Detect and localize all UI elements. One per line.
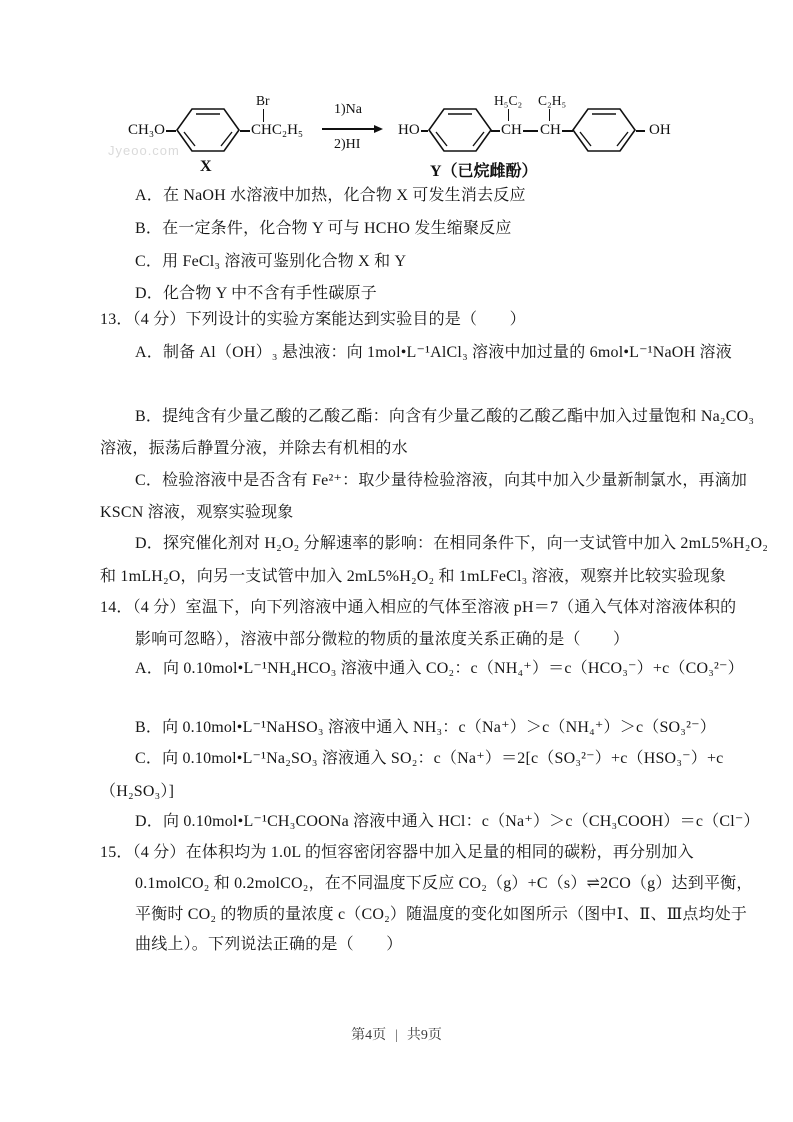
text-line: C．向 0.10mol•L⁻¹Na₂SO₃ 溶液通入 SO₂：c（Na⁺）＝2[c（SO₃²⁻）+c（HSO₃⁻）+c — [135, 750, 724, 767]
text-line: C．用 FeCl₃ 溶液可鉴别化合物 X 和 Y — [135, 253, 407, 270]
text-line: B．提纯含有少量乙酸的乙酸乙酯：向含有少量乙酸的乙酸乙酯中加入过量饱和 Na₂CO₃ — [135, 408, 755, 425]
text-line: KSCN 溶液，观察实验现象 — [100, 504, 294, 521]
reactant-side-chain: CHC₂H₅ — [251, 122, 304, 138]
text-line: A．向 0.10mol•L⁻¹NH₄HCO₃ 溶液中通入 CO₂：c（NH₄⁺）＝c（HCO₃⁻）+c（CO₃²⁻） — [135, 660, 744, 677]
text-line: 平衡时 CO₂ 的物质的量浓度 c（CO₂）随温度的变化如图所示（图中Ⅰ、Ⅱ、Ⅲ点均处于 — [135, 906, 748, 923]
product-hydroxyl-left: HO — [398, 122, 420, 138]
bond — [636, 130, 645, 132]
text-line: 0.1molCO₂ 和 0.2molCO₂，在不同温度下反应 CO₂（g）+C（s）⇌2CO（g）达到平衡， — [135, 875, 753, 892]
text-line: C．检验溶液中是否含有 Fe²⁺：取少量待检验溶液，向其中加入少量新制氯水，再滴加 — [135, 472, 748, 489]
arrow-step-1: 1)Na — [334, 102, 362, 117]
reactant-methoxy-group: CH₃O — [128, 122, 165, 138]
text-line: 15．（4 分）在体积均为 1.0L 的恒容密闭容器中加入足量的相同的碳粉，再分别加入 — [100, 844, 694, 861]
bond — [240, 130, 250, 132]
text-line: （H₂SO₃）] — [100, 783, 175, 800]
footer-separator: | — [395, 1028, 398, 1043]
text-line: D．化合物 Y 中不含有手性碳原子 — [135, 285, 377, 302]
text-line: D．向 0.10mol•L⁻¹CH₃COONa 溶液中通入 HCl：c（Na⁺）＞c（CH₃COOH）＝c（Cl⁻） — [135, 813, 760, 830]
product-ethyl-left: H₅C₂ — [494, 93, 523, 108]
footer-page-total: 共9页 — [406, 1028, 442, 1043]
bond — [508, 109, 509, 121]
reaction-diagram — [0, 0, 793, 200]
text-line: B．在一定条件，化合物 Y 可与 HCHO 发生缩聚反应 — [135, 220, 512, 237]
bond — [491, 130, 500, 132]
reaction-arrow-head — [374, 125, 383, 133]
product-ethyl-right: C₂H₅ — [538, 93, 567, 108]
text-line: B．向 0.10mol•L⁻¹NaHSO₃ 溶液中通入 NH₃：c（Na⁺）＞c（NH₄⁺）＞c（SO₃²⁻） — [135, 719, 716, 736]
footer-page-number: 第4页 — [351, 1028, 387, 1043]
product-ch-right: CH — [540, 122, 561, 138]
text-line: 和 1mLH₂O，向另一支试管中加入 2mL5%H₂O₂ 和 1mLFeCl₃ 溶液，观察并比较实验现象 — [100, 568, 727, 585]
page-footer — [0, 1024, 793, 1044]
text-line: 14．（4 分）室温下，向下列溶液中通入相应的气体至溶液 pH＝7（通入气体对溶液体积的 — [100, 599, 737, 616]
benzene-ring-icon — [426, 105, 494, 155]
text-line: 13．（4 分）下列设计的实验方案能达到实验目的是（ ） — [100, 311, 526, 328]
arrow-step-2: 2)HI — [334, 137, 361, 152]
text-line: A．在 NaOH 水溶液中加热，化合物 X 可发生消去反应 — [135, 187, 526, 204]
text-line: A．制备 Al（OH）₃ 悬浊液：向 1mol•L⁻¹AlCl₃ 溶液中加过量的 6mol•L⁻¹NaOH 溶液 — [135, 344, 732, 361]
text-line: 曲线上）。下列说法正确的是（ ） — [135, 936, 403, 953]
product-label: Y（已烷雌酚） — [430, 163, 538, 180]
reactant-bromine-group: Br — [256, 93, 270, 108]
bond — [549, 109, 550, 121]
benzene-ring-icon — [570, 105, 638, 155]
text-line: 溶液，振荡后静置分液，并除去有机相的水 — [100, 440, 408, 457]
text-line: D．探究催化剂对 H₂O₂ 分解速率的影响：在相同条件下，向一支试管中加入 2mL5%H₂O₂ — [135, 535, 769, 552]
bond — [523, 130, 538, 132]
reaction-arrow — [322, 128, 374, 130]
watermark: Jyeoo.com — [108, 143, 180, 158]
product-hydroxyl-right: OH — [649, 122, 671, 138]
text-line: 影响可忽略），溶液中部分微粒的物质的量浓度关系正确的是（ ） — [135, 631, 630, 648]
product-ch-left: CH — [501, 122, 522, 138]
reactant-label: X — [200, 158, 212, 175]
benzene-ring-icon — [174, 105, 242, 155]
bond — [263, 109, 264, 122]
